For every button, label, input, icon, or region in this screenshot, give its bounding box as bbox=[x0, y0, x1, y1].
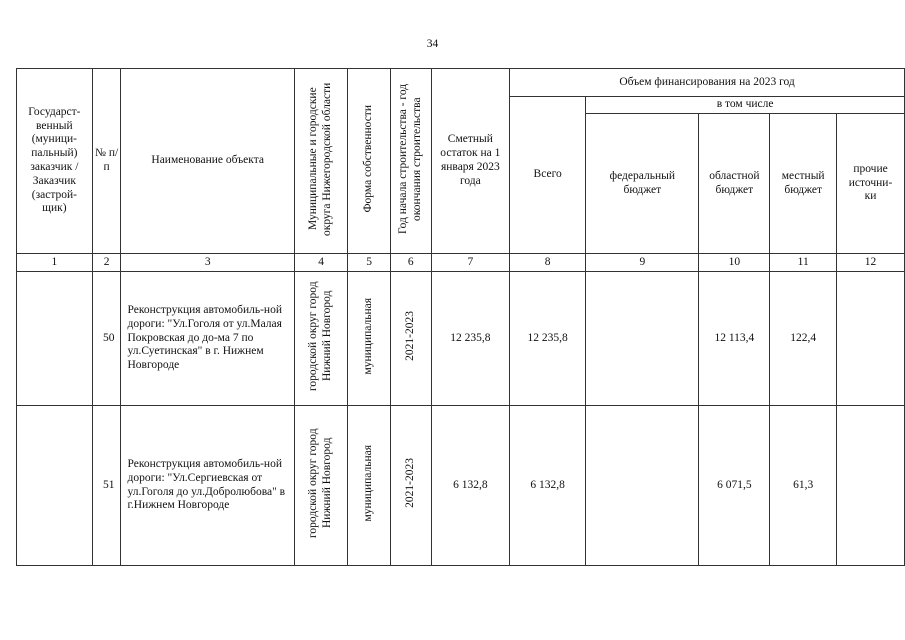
header-including: в том числе bbox=[586, 97, 905, 114]
row-years bbox=[390, 272, 431, 406]
header-municipality bbox=[294, 69, 347, 254]
row-num: 51 bbox=[92, 406, 121, 566]
header-object-name: Наименование объекта bbox=[121, 69, 294, 254]
header-ownership-text: Форма собственности bbox=[362, 104, 375, 213]
row-customer bbox=[17, 272, 93, 406]
column-number: 1 bbox=[17, 254, 93, 272]
row-regional: 12 113,4 bbox=[699, 272, 770, 406]
header-municipality-text: Муниципальные и городские округа Нижегородской области bbox=[307, 81, 334, 236]
row-local: 122,4 bbox=[770, 272, 837, 406]
header-total: Всего bbox=[510, 97, 586, 254]
row-municipality bbox=[294, 406, 347, 566]
financing-table bbox=[16, 68, 905, 566]
row-years bbox=[390, 406, 431, 566]
column-number: 5 bbox=[348, 254, 390, 272]
header-estimated-balance: Сметный остаток на 1 января 2023 года bbox=[431, 69, 510, 254]
table-row bbox=[17, 406, 905, 566]
table-row bbox=[17, 272, 905, 406]
header-customer: Государст-венный (муници-пальный) заказчик / Заказчик (застрой-щик) bbox=[17, 69, 93, 254]
header-local: местный бюджет bbox=[770, 114, 837, 254]
column-number: 8 bbox=[510, 254, 586, 272]
row-estimated-balance: 6 132,8 bbox=[431, 406, 510, 566]
row-object-name: Реконструкция автомобиль-ной дороги: "Ул.Сергиевская от ул.Гоголя до ул.Добролюбова" в г.Нижнем Новгороде bbox=[121, 406, 294, 566]
column-number: 4 bbox=[294, 254, 347, 272]
column-number: 7 bbox=[431, 254, 510, 272]
row-other bbox=[837, 406, 905, 566]
row-ownership bbox=[348, 272, 390, 406]
row-regional: 6 071,5 bbox=[699, 406, 770, 566]
row-customer bbox=[17, 406, 93, 566]
row-years-text: 2021-2023 bbox=[403, 311, 416, 362]
row-object-name: Реконструкция автомобиль-ной дороги: "Ул.Гоголя от ул.Малая Покровская до до-ма 7 по ул.Суетинская" в г. Нижнем Новгороде bbox=[121, 272, 294, 406]
row-municipality-text: городской округ город Нижний Новгород bbox=[307, 428, 334, 538]
row-num: 50 bbox=[92, 272, 121, 406]
column-number: 3 bbox=[121, 254, 294, 272]
column-number: 10 bbox=[699, 254, 770, 272]
row-estimated-balance: 12 235,8 bbox=[431, 272, 510, 406]
row-total: 12 235,8 bbox=[510, 272, 586, 406]
header-years bbox=[390, 69, 431, 254]
header-other: прочие источни-ки bbox=[837, 114, 905, 254]
row-local: 61,3 bbox=[770, 406, 837, 566]
header-regional: областной бюджет bbox=[699, 114, 770, 254]
row-total: 6 132,8 bbox=[510, 406, 586, 566]
row-ownership bbox=[348, 406, 390, 566]
row-federal bbox=[586, 406, 699, 566]
page-number: 34 bbox=[426, 38, 439, 50]
row-federal bbox=[586, 272, 699, 406]
row-other bbox=[837, 272, 905, 406]
header-years-text: Год начала строительства - год окончания строительства bbox=[396, 83, 423, 234]
row-years-text: 2021-2023 bbox=[403, 458, 416, 509]
column-number: 12 bbox=[837, 254, 905, 272]
column-number: 6 bbox=[390, 254, 431, 272]
header-num: № п/п bbox=[92, 69, 121, 254]
header-federal: федеральный бюджет bbox=[586, 114, 699, 254]
row-municipality-text: городской округ город Нижний Новгород bbox=[307, 281, 334, 391]
row-municipality bbox=[294, 272, 347, 406]
row-ownership-text: муниципальная bbox=[362, 297, 375, 375]
header-financing-title: Объем финансирования на 2023 год bbox=[510, 69, 905, 97]
column-number: 9 bbox=[586, 254, 699, 272]
header-ownership bbox=[348, 69, 390, 254]
row-ownership-text: муниципальная bbox=[362, 444, 375, 522]
column-number: 2 bbox=[92, 254, 121, 272]
column-number: 11 bbox=[770, 254, 837, 272]
